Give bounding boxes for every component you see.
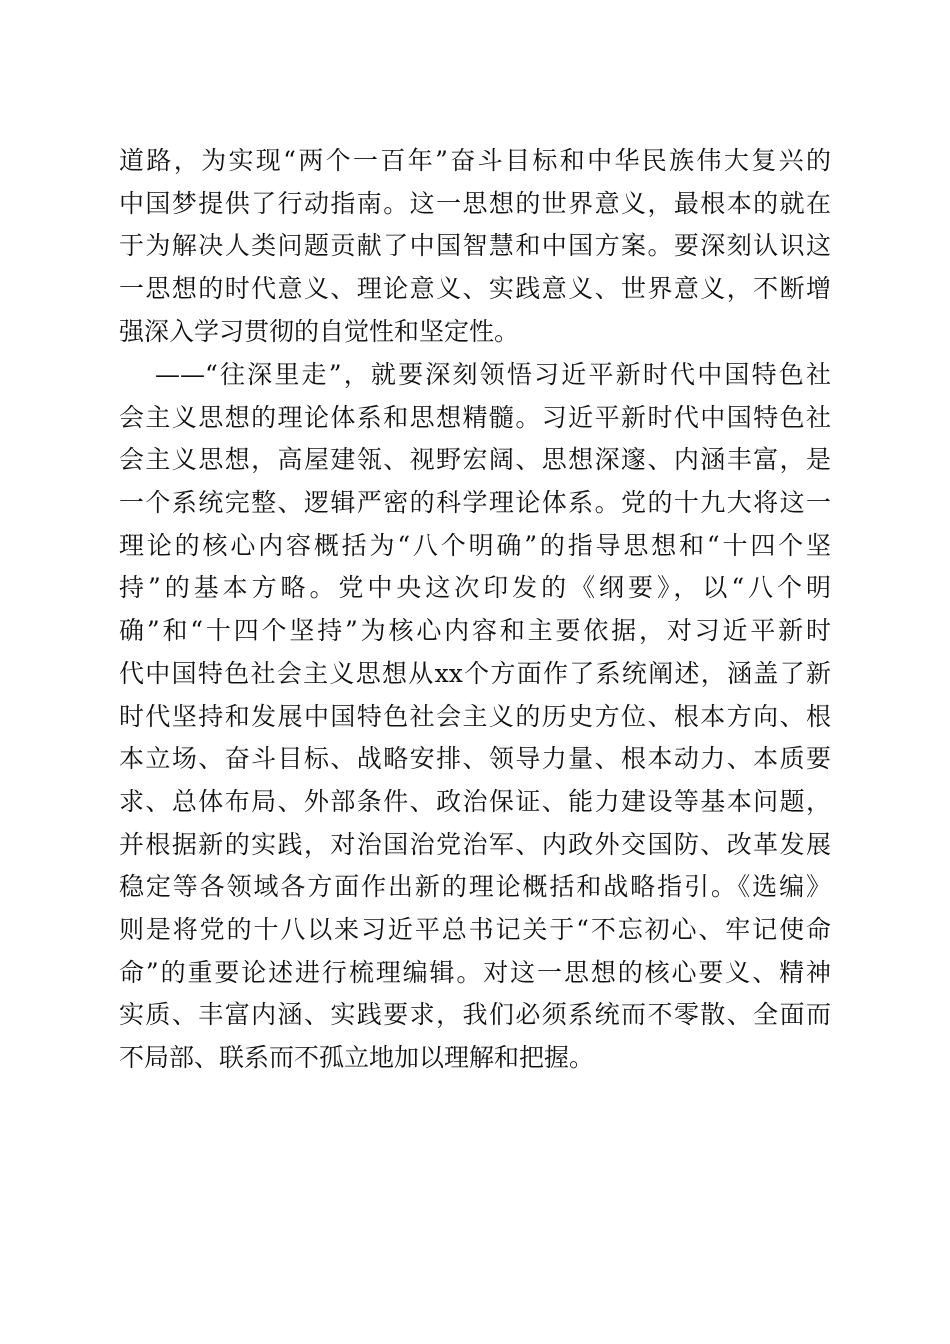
text-line: 理论的核心内容概括为“八个明确”的指导思想和“十四个坚	[119, 530, 831, 560]
text-line: 实质、丰富内涵、实践要求，我们必须系统而不零散、全面而	[119, 1000, 831, 1030]
text-line: 中国梦提供了行动指南。这一思想的世界意义，最根本的就在	[119, 188, 831, 218]
text-line: 本立场、奋斗目标、战略安排、领导力量、根本动力、本质要	[119, 744, 831, 774]
text-line: 于为解决人类问题贡献了中国智慧和中国方案。要深刻认识这	[119, 231, 831, 261]
paragraph-deepen	[119, 354, 831, 1080]
text-line: 代中国特色社会主义思想从xx个方面作了系统阐述，涵盖了新	[119, 658, 831, 688]
text-line: 并根据新的实践，对治国治党治军、内政外交国防、改革发展	[119, 829, 831, 859]
text-line: 则是将党的十八以来习近平总书记关于“不忘初心、牢记使命	[119, 914, 831, 944]
text-line: 不局部、联系而不孤立地加以理解和把握。	[119, 1043, 595, 1072]
text-line: 命”的重要论述进行梳理编辑。对这一思想的核心要义、精神	[119, 957, 831, 987]
paragraph-continuation	[119, 140, 831, 353]
text-line: 求、总体布局、外部条件、政治保证、能力建设等基本问题，	[119, 786, 831, 816]
text-line: 一个系统完整、逻辑严密的科学理论体系。党的十九大将这一	[119, 488, 831, 518]
text-line: 时代坚持和发展中国特色社会主义的历史方位、根本方向、根	[119, 701, 831, 731]
text-line: 会主义思想，高屋建瓴、视野宏阔、思想深邃、内涵丰富，是	[119, 445, 831, 475]
text-line: 确”和“十四个坚持”为核心内容和主要依据，对习近平新时	[119, 616, 831, 646]
text-line: 强深入学习贯彻的自觉性和坚定性。	[119, 316, 520, 346]
text-line: 一思想的时代意义、理论意义、实践意义、世界意义，不断增	[119, 274, 831, 304]
text-line: 持”的基本方略。党中央这次印发的《纲要》，以“八个明	[119, 573, 831, 603]
text-line: 稳定等各领域各方面作出新的理论概括和战略指引。《选编》	[119, 872, 831, 902]
text-line: 道路，为实现“两个一百年”奋斗目标和中华民族伟大复兴的	[119, 146, 831, 175]
text-line-indented: ——“往深里走”，就要深刻领悟习近平新时代中国特色社	[155, 360, 831, 389]
text-line: 会主义思想的理论体系和思想精髓。习近平新时代中国特色社	[119, 402, 831, 432]
